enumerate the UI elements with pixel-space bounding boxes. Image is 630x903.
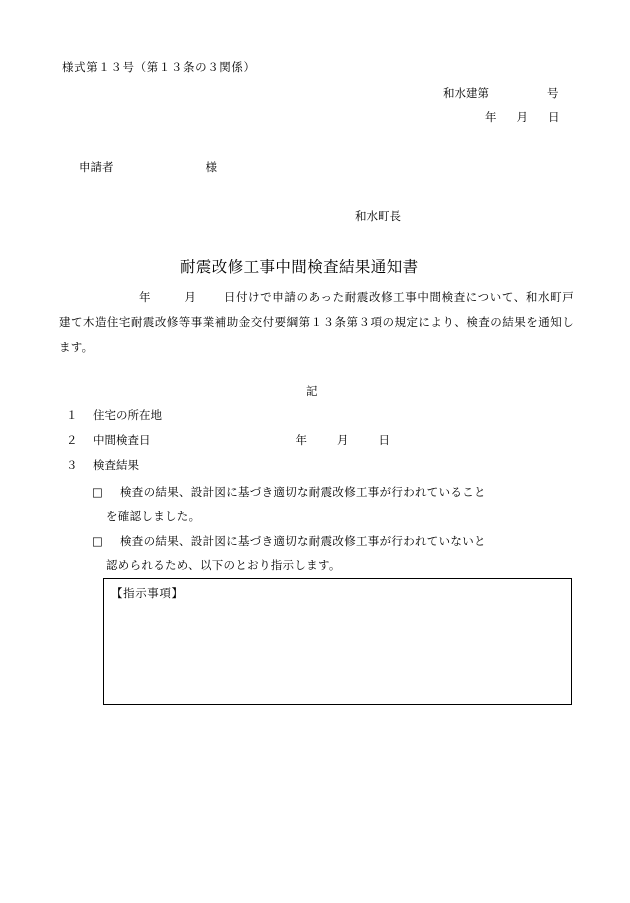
item-inspection-result (66, 460, 139, 472)
item-address (66, 410, 162, 422)
ki-heading: 記 (306, 384, 318, 398)
item-label: 住宅の所在地 (93, 408, 162, 422)
issue-year: 年 (485, 110, 497, 124)
result-option-approved (92, 480, 574, 528)
form-number: 様式第１３号（第１３条の３関係） (62, 60, 256, 74)
applicant-line (79, 162, 217, 174)
item-label: 検査結果 (93, 458, 139, 472)
applicant-label: 申請者 (79, 160, 114, 174)
checkbox-not-approved[interactable]: □ (92, 534, 104, 548)
document-title: 耐震改修工事中間検査結果通知書 (180, 258, 419, 276)
inspection-day: 日 (378, 433, 390, 447)
item-label: 中間検査日 (93, 433, 151, 447)
applicant-honorific: 様 (205, 160, 217, 174)
item-number: ３ (66, 458, 78, 472)
result-option-not-approved (92, 529, 574, 577)
issuer-name: 和水町長 (355, 209, 401, 223)
option-text-line2: を確認しました。 (106, 509, 201, 523)
reference-suffix: 号 (547, 86, 559, 100)
body-year: 年 (139, 290, 152, 304)
checkbox-approved[interactable]: □ (92, 485, 104, 499)
item-inspection-date (66, 435, 390, 447)
reference-number (443, 88, 559, 100)
inspection-month: 月 (337, 433, 349, 447)
body-month: 月 (184, 290, 197, 304)
option-text-line1: 検査の結果、設計図に基づき適切な耐震改修工事が行われていること (120, 485, 486, 499)
item-number: ２ (66, 433, 78, 447)
body-text: 日付けで申請のあった耐震改修工事中間検査について、和水町戸建て木造住宅耐震改修等事業補助金交付要綱第１３条第３項の規定により、検査の結果を通知します。 (59, 290, 574, 354)
issue-date (485, 112, 560, 124)
reference-prefix: 和水建第 (443, 86, 489, 100)
instructions-box[interactable] (103, 578, 572, 705)
notice-body (59, 285, 574, 360)
inspection-year: 年 (295, 433, 307, 447)
instructions-header: 【指示事項】 (111, 586, 184, 600)
option-text-line1: 検査の結果、設計図に基づき適切な耐震改修工事が行われていないと (120, 534, 486, 548)
issue-day: 日 (548, 110, 560, 124)
item-number: １ (66, 408, 78, 422)
option-text-line2: 認められるため、以下のとおり指示します。 (106, 558, 341, 572)
issue-month: 月 (516, 110, 528, 124)
inspection-date-fields (296, 433, 391, 447)
